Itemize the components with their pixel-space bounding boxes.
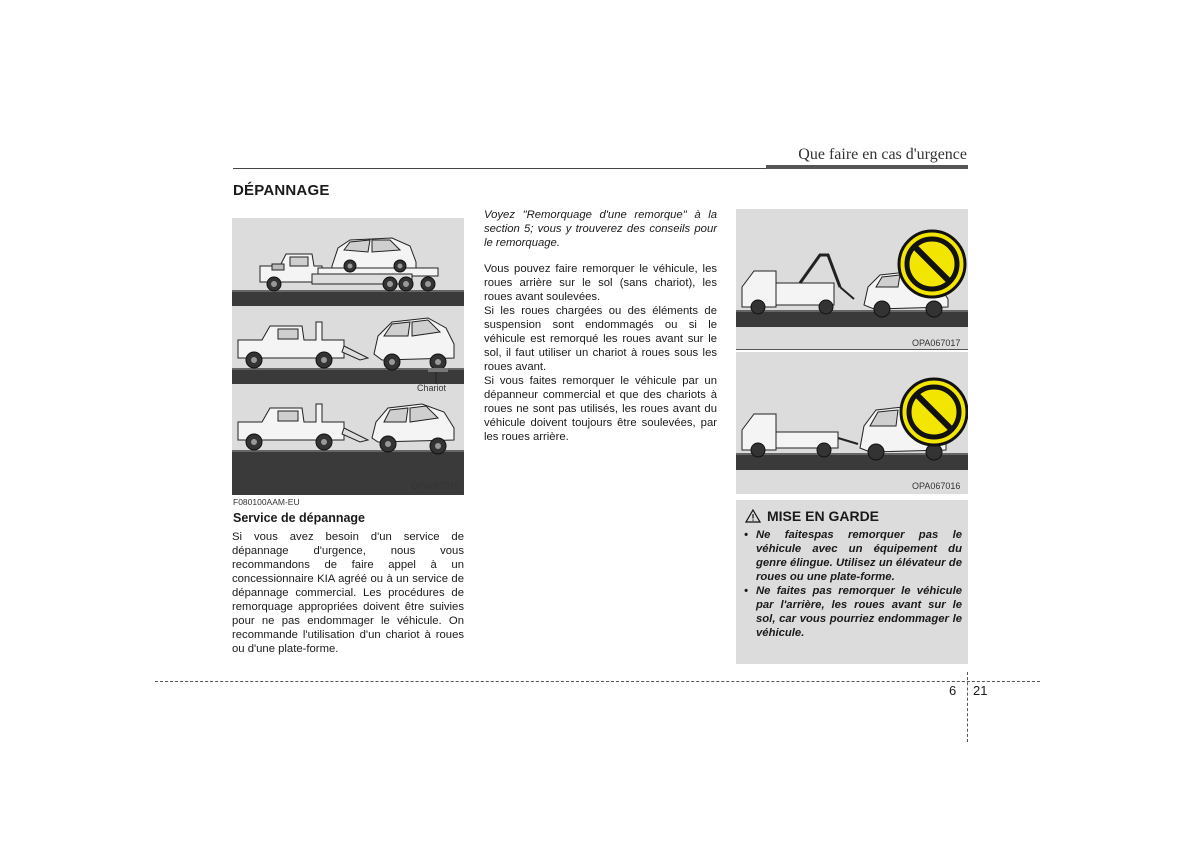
figure-code-right-bottom: OPA067016 <box>912 481 961 491</box>
warning-title <box>745 508 879 524</box>
page-number: 21 <box>973 683 988 698</box>
page-heading: DÉPANNAGE <box>233 182 330 199</box>
footer-rule <box>155 681 1040 682</box>
towing-methods-illustration <box>232 218 464 495</box>
warning-item: • Ne faites pas remorquer le véhicule par l'arrière, les roues avant sur le sol, car vous pourriez endommager le véhicule. <box>744 585 962 639</box>
paragraph-dolly: Si les roues chargées ou des éléments de suspension sont endommagés ou si le véhicule est remorqué les roues avant sur le sol, il faut utiliser un chariot à roues sous les roues avant. <box>484 305 717 373</box>
figure-code-left: OPA067015 <box>411 481 460 491</box>
figure-code-right-top: OPA067017 <box>912 338 961 348</box>
warning-item: • Ne faitespas remorquer pas le véhicule avec un équipement du genre élingue. Utilisez un élévateur de roues ou une plate-forme. <box>744 529 962 583</box>
towing-reference-note: Voyez "Remorquage d'une remorque" à la section 5; vous y trouverez des conseils pour le remorquage. <box>484 209 717 249</box>
middle-column <box>484 208 717 444</box>
figure-divider <box>736 349 968 350</box>
rear-tow-prohibited-illustration <box>736 352 968 494</box>
chariot-callout: Chariot <box>417 383 447 393</box>
service-paragraph: Si vous avez besoin d'un service de dépannage d'urgence, nous vous recommandons de faire appel à un concessionnaire KIA agréé ou à un service de dépannage commercial. Les procédures de remorquage appropriées doivent être suivies pour ne pas endommager le véhicule. On recommande l'utilisation d'un chariot à roues ou d'une plate-forme. <box>232 531 464 655</box>
chapter-number: 6 <box>949 683 957 698</box>
warning-title-text: MISE EN GARDE <box>767 508 880 524</box>
reference-code: F080100AAM-EU <box>233 497 300 507</box>
header-accent-bar <box>766 165 968 169</box>
paragraph-rear-wheels: Vous pouvez faire remorquer le véhicule, les roues arrière sur le sol (sans chariot), les roues avant soulevées. <box>484 263 717 303</box>
service-heading: Service de dépannage <box>233 511 366 525</box>
sling-tow-prohibited-illustration <box>736 209 968 349</box>
warning-triangle-icon <box>745 509 761 523</box>
paragraph-commercial-tow: Si vous faites remorquer le véhicule par un dépanneur commercial et que des chariots à roues ne sont pas utilisés, les roues avant du véhicule doivent toujours être soulevées, par les roues arrière. <box>484 375 717 443</box>
warning-list <box>742 528 962 640</box>
section-title: Que faire en cas d'urgence <box>798 146 967 163</box>
footer-divider <box>967 672 968 742</box>
prohibition-sign-icon <box>901 379 967 445</box>
prohibition-sign-icon <box>899 231 965 297</box>
